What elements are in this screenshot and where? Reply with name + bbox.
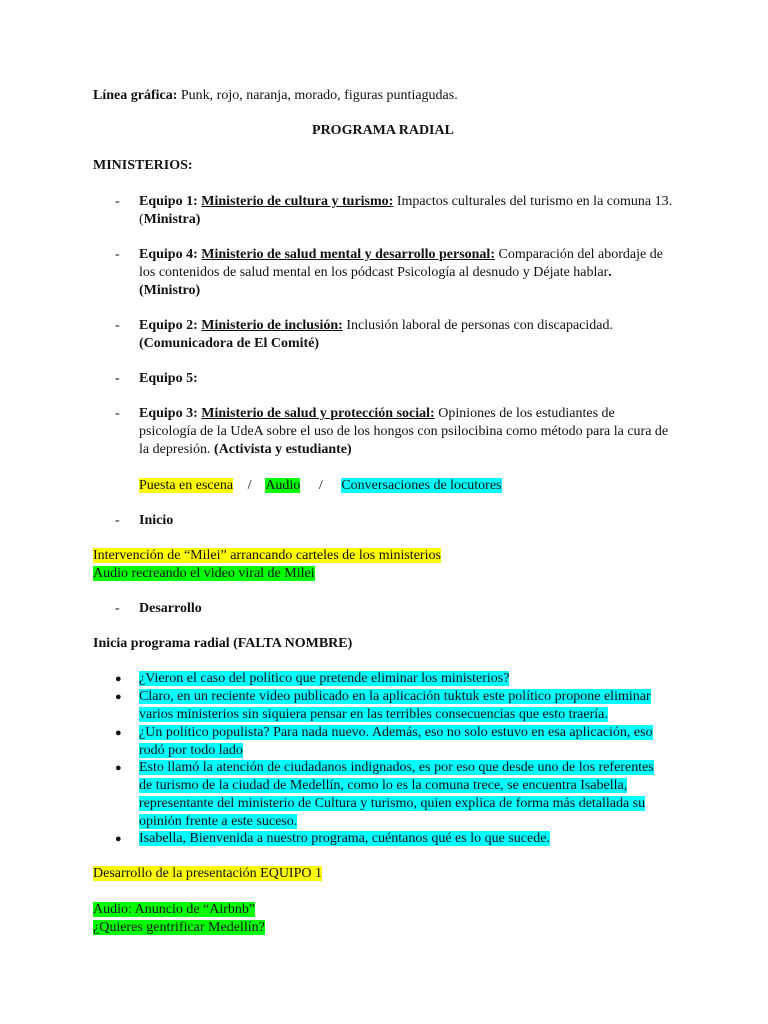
- legend-conversaciones: Conversaciones de locutores: [341, 478, 502, 493]
- linea-text: Punk, rojo, naranja, morado, figuras puntiagudas.: [177, 88, 458, 103]
- intervencion-text: Intervención de “Milei” arrancando carteles de los ministerios: [93, 548, 441, 563]
- bullet-marker: ●: [115, 762, 122, 774]
- audio-milei-text: Audio recreando el video viral de Milei: [93, 566, 315, 581]
- team-label: Equipo 1:: [139, 194, 198, 209]
- legend-row: [139, 477, 673, 495]
- dash-marker: -: [115, 247, 120, 262]
- bullet-marker: ●: [115, 727, 122, 739]
- inicio-label: Inicio: [139, 513, 174, 528]
- bullet-line: ¿Un político populista? Para nada nuevo. Además, eso no solo estuvo en esa aplicación, eso: [139, 725, 653, 740]
- legend-separator: /: [247, 478, 252, 493]
- team-role: (Comunicadora de El Comité): [139, 336, 320, 351]
- desarrollo-label: Desarrollo: [139, 601, 202, 616]
- bullet-line: rodó por todo lado: [139, 743, 243, 758]
- team-dot: .: [608, 265, 612, 280]
- bullet-line: opinión frente a este suceso.: [139, 814, 298, 829]
- bullet-line: Esto llamó la atención de ciudadanos indignados, es por eso que desde uno de los referentes: [139, 760, 654, 775]
- bullet-marker: ●: [115, 691, 122, 703]
- team-entry-text: [139, 193, 673, 229]
- dash-marker: -: [115, 513, 120, 528]
- dash-marker: -: [115, 601, 120, 616]
- dash-marker: -: [115, 318, 120, 333]
- team-role: (Ministro): [139, 283, 201, 298]
- inicia-programa: [93, 635, 673, 653]
- legend-puesta-en-escena: Puesta en escena: [139, 478, 234, 493]
- bullet-line: de turismo de la ciudad de Medellín, como lo es la comuna trece, se encuentra Isabella,: [139, 778, 628, 793]
- team-description: Inclusión laboral de personas con discapacidad.: [342, 318, 613, 333]
- bullet-line: varios ministerios sin siquiera pensar en las terribles consecuencias que esto traería.: [139, 707, 608, 722]
- desarrollo-equipo1-text: Desarrollo de la presentación EQUIPO 1: [93, 866, 322, 881]
- legend-audio: Audio: [265, 478, 301, 493]
- team-label: Equipo 3:: [139, 406, 198, 421]
- inicia-programa-text: Inicia programa radial (FALTA NOMBRE): [93, 636, 353, 651]
- dash-marker: -: [115, 406, 120, 421]
- desarrollo-equipo1: [93, 865, 673, 883]
- ministry-name: Ministerio de inclusión:: [201, 318, 343, 333]
- bullet-marker: ●: [115, 833, 122, 845]
- bullet-line: representante del ministerio de Cultura y turismo, quien explica de forma más detallada su: [139, 796, 646, 811]
- team-description: Impactos culturales del turismo en la comuna 13. (: [139, 194, 673, 227]
- bullet-line: ¿Vieron el caso del político que pretende eliminar los ministerios?: [139, 671, 510, 686]
- dash-marker: -: [115, 371, 120, 386]
- bullet-line: Isabella, Bienvenida a nuestro programa, cuéntanos qué es lo que sucede.: [139, 831, 550, 846]
- gentrificar-text: ¿Quieres gentrificar Medellín?: [93, 920, 265, 935]
- ministry-name: Ministerio de salud mental y desarrollo personal:: [201, 247, 495, 262]
- intervencion-line: [93, 547, 673, 565]
- gentrificar-line: [93, 919, 673, 937]
- team-description: Opiniones de los estudiantes de psicología de la UdeA sobre el uso de los hongos con psilocibina como método para la cura de la depresión.: [139, 406, 669, 457]
- title-text: PROGRAMA RADIAL: [312, 123, 454, 138]
- document-title: [93, 122, 673, 140]
- audio-milei-line: [93, 565, 673, 583]
- ministerios-heading: [93, 157, 673, 175]
- dash-marker: -: [115, 194, 120, 209]
- team-entry-text: [139, 317, 673, 353]
- linea-grafica: [93, 87, 673, 105]
- ministry-name: Ministerio de cultura y turismo:: [201, 194, 394, 209]
- team-entry-text: [139, 405, 673, 459]
- bullet-marker: ●: [115, 673, 122, 685]
- team-label: Equipo 5:: [139, 371, 198, 386]
- audio-airbnb: [93, 901, 673, 919]
- team-entry-text: [139, 246, 673, 300]
- team-role: (Activista y estudiante): [210, 442, 352, 457]
- legend-separator: /: [318, 478, 323, 493]
- team-label: Equipo 4:: [139, 247, 198, 262]
- team-description: Comparación del abordaje de los contenidos de salud mental en los pódcast Psicología al desnudo y Déjate hablar: [139, 247, 663, 280]
- bullet-line: Claro, en un reciente video publicado en la aplicación tuktuk este político propone eliminar: [139, 689, 651, 704]
- linea-label: Línea gráfica:: [93, 88, 178, 103]
- team-role: Ministra): [143, 212, 201, 227]
- team-entry-text: [139, 370, 673, 388]
- ministerios-heading-text: MINISTERIOS:: [93, 158, 193, 173]
- audio-airbnb-text: Audio: Anuncio de “Airbnb”: [93, 902, 256, 917]
- team-label: Equipo 2:: [139, 318, 198, 333]
- ministry-name: Ministerio de salud y protección social:: [201, 406, 435, 421]
